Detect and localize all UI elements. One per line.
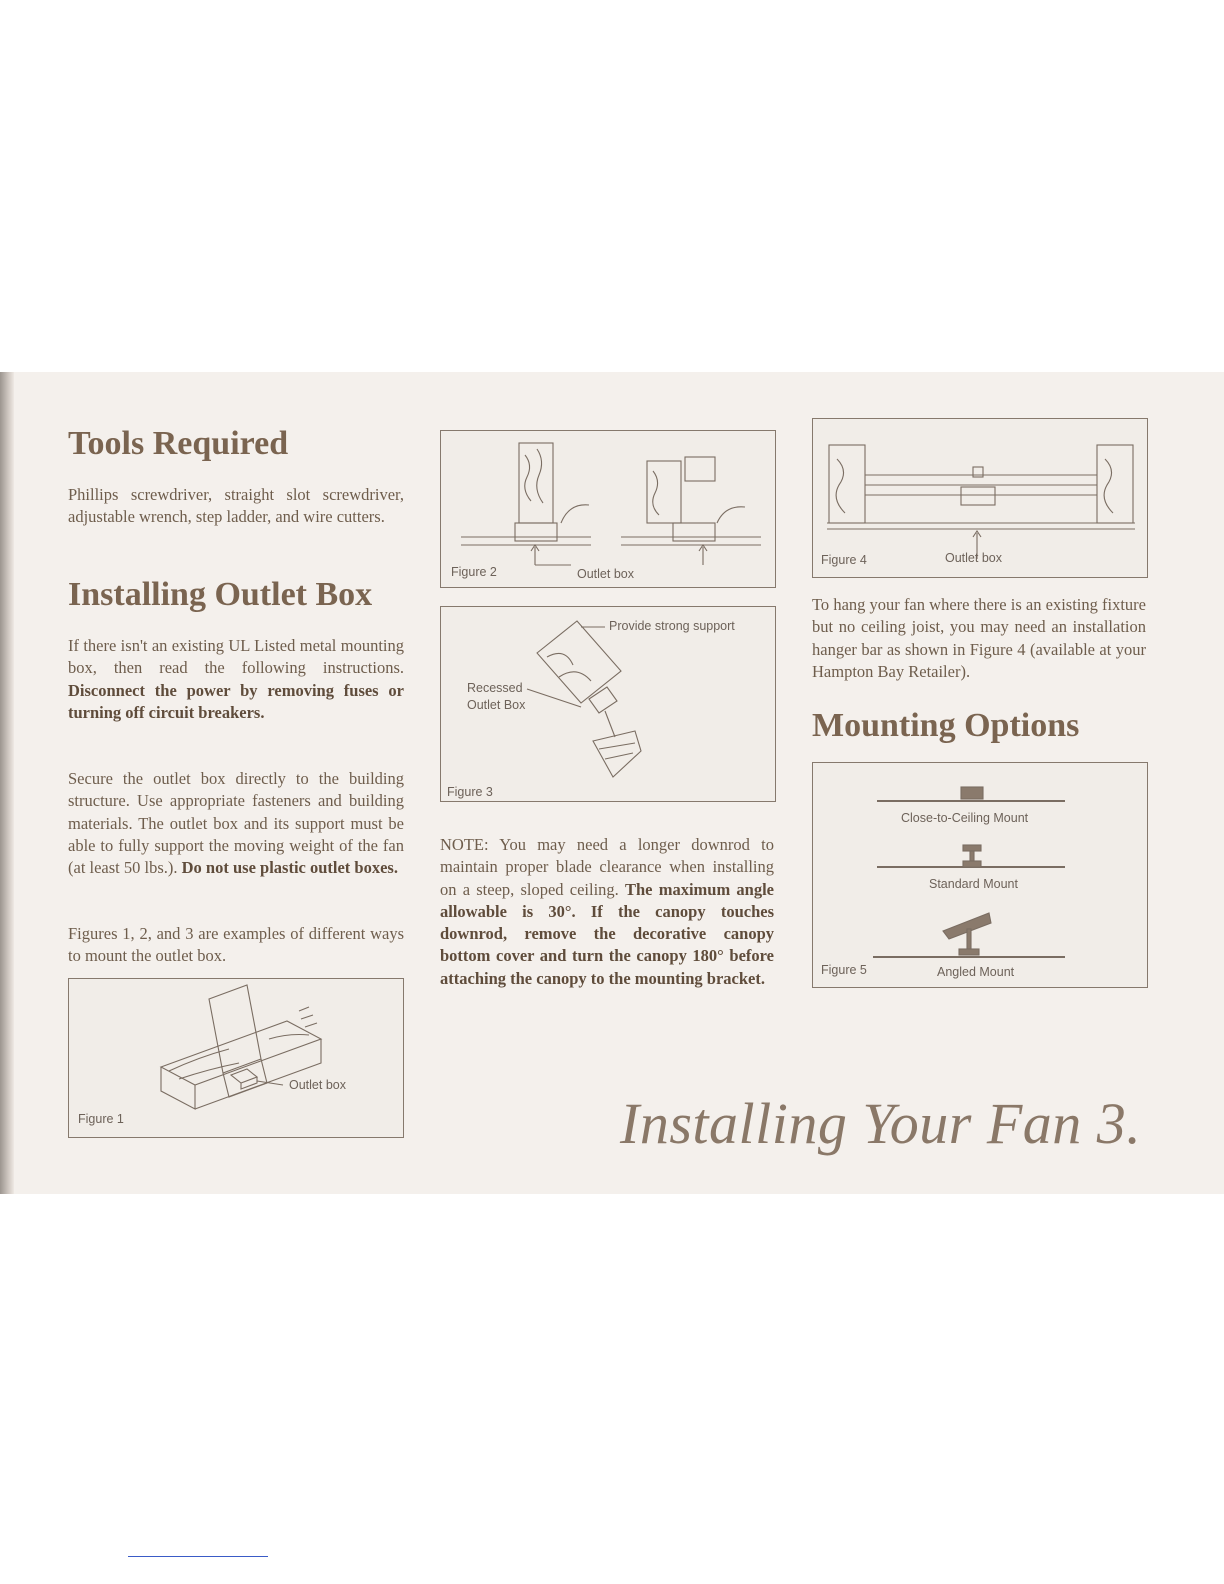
stray-underline (128, 1556, 268, 1557)
figure-3-support-label: Provide strong support (609, 619, 735, 633)
figure-2-outlet-label: Outlet box (577, 567, 634, 581)
figure-4-outlet-label: Outlet box (945, 551, 1002, 565)
page-binding-edge (0, 372, 14, 1194)
figure-3-outlet-box-label: Outlet Box (467, 698, 526, 712)
angled-mount-label: Angled Mount (937, 965, 1015, 979)
figure-2-drawing (441, 431, 775, 587)
mounting-options-heading: Mounting Options (812, 707, 1080, 744)
figure-4 (812, 418, 1148, 578)
tools-list: Phillips screwdriver, straight slot screwdriver, adjustable wrench, step ladder, and wire cutters. (68, 485, 404, 527)
figure-5 (812, 762, 1148, 988)
figure-3-recessed-label: Recessed (467, 681, 523, 695)
figures-paragraph: Figures 1, 2, and 3 are examples of different ways to mount the outlet box. (68, 924, 404, 966)
close-to-ceiling-label: Close-to-Ceiling Mount (901, 811, 1029, 825)
note-paragraph (440, 834, 774, 990)
figure-1-outlet-label: Outlet box (289, 1078, 346, 1092)
manual-page (0, 372, 1224, 1194)
secure-outlet-paragraph (68, 768, 404, 879)
figure-5-caption: Figure 5 (821, 963, 867, 977)
tools-required-heading: Tools Required (68, 425, 289, 462)
secure-outlet-text: Secure the outlet box directly to the building structure. Use appropriate fasteners and building materials. The outlet box and its support must be able to fully support the moving weight of the fan (at least 50 lbs.). (68, 769, 404, 878)
figure-2 (440, 430, 776, 588)
plastic-box-warning: Do not use plastic outlet boxes. (181, 858, 398, 878)
figure-3 (440, 606, 776, 802)
outlet-instructions-text: If there isn't an existing UL Listed metal mounting box, then read the following instructions. (68, 636, 404, 678)
max-angle-warning: The maximum angle allowable is 30°. If the canopy touches downrod, remove the decorative canopy bottom cover and turn the canopy 180° before attaching the canopy to the mounting bracket. (440, 879, 774, 988)
figure-3-caption: Figure 3 (447, 785, 493, 799)
figure-2-caption: Figure 2 (451, 565, 497, 579)
installing-outlet-box-heading: Installing Outlet Box (68, 576, 373, 613)
figure-1-caption: Figure 1 (78, 1112, 124, 1126)
note-text: NOTE: You may need a longer downrod to maintain proper blade clearance when installing on a steep, sloped ceiling. (440, 835, 774, 899)
figure-4-caption: Figure 4 (821, 553, 867, 567)
figure-1 (68, 978, 404, 1138)
hanger-bar-paragraph: To hang your fan where there is an existing fixture but no ceiling joist, you may need an installation hanger bar as shown in Figure 4 (available at your Hampton Bay Retailer). (812, 595, 1146, 681)
page-footer-title: Installing Your Fan 3. (620, 1091, 1142, 1156)
disconnect-power-warning: Disconnect the power by removing fuses or turning off circuit breakers. (68, 680, 404, 722)
figure-5-drawing (813, 763, 1147, 987)
outlet-instructions (68, 635, 404, 724)
standard-mount-label: Standard Mount (929, 877, 1018, 891)
